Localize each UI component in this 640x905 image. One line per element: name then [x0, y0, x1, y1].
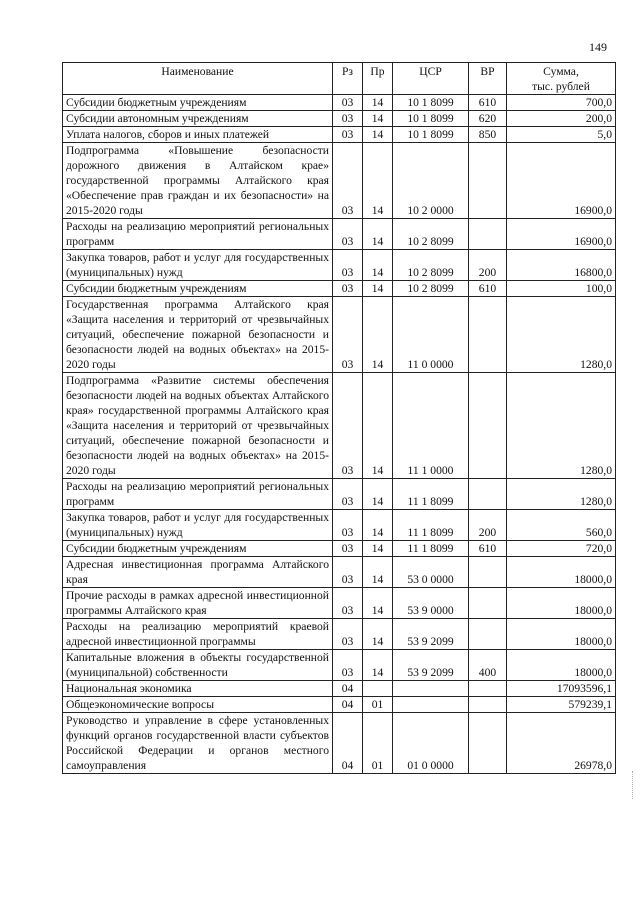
cell-name: Прочие расходы в рамках адресной инвестиционной программы Алтайского края [63, 588, 333, 619]
cell-pr: 14 [363, 111, 393, 127]
cell-rz: 03 [333, 650, 363, 681]
cell-name: Общеэкономические вопросы [63, 697, 333, 713]
cell-sum: 560,0 [507, 510, 616, 541]
cell-sum: 100,0 [507, 281, 616, 297]
cell-vr [469, 479, 507, 510]
cell-name: Закупка товаров, работ и услуг для государственных (муниципальных) нужд [63, 510, 333, 541]
cell-sum: 18000,0 [507, 588, 616, 619]
header-vr: ВР [469, 63, 507, 95]
cell-csr: 10 2 0000 [393, 143, 469, 219]
cell-name: Капитальные вложения в объекты государственной (муниципальной) собственности [63, 650, 333, 681]
cell-csr [393, 697, 469, 713]
cell-csr [393, 681, 469, 697]
cell-csr: 01 0 0000 [393, 713, 469, 774]
cell-csr: 11 1 8099 [393, 541, 469, 557]
table-header-row [63, 63, 616, 95]
cell-vr [469, 588, 507, 619]
cell-vr: 850 [469, 127, 507, 143]
cell-rz: 03 [333, 281, 363, 297]
cell-sum: 17093596,1 [507, 681, 616, 697]
cell-sum: 18000,0 [507, 619, 616, 650]
table-row [63, 557, 616, 588]
budget-table [62, 62, 616, 774]
cell-vr: 610 [469, 95, 507, 111]
cell-csr: 53 0 0000 [393, 557, 469, 588]
cell-rz: 03 [333, 219, 363, 250]
table-row [63, 541, 616, 557]
cell-vr: 400 [469, 650, 507, 681]
cell-name: Адресная инвестиционная программа Алтайского края [63, 557, 333, 588]
cell-rz: 03 [333, 373, 363, 479]
cell-csr: 11 1 8099 [393, 479, 469, 510]
scan-artifact [632, 771, 635, 799]
cell-name: Подпрограмма «Повышение безопасности дорожного движения в Алтайском крае» государственной программы Алтайского края «Обеспечение прав граждан и их безопасности» на 2015-2020 годы [63, 143, 333, 219]
table-row [63, 619, 616, 650]
cell-pr: 14 [363, 281, 393, 297]
cell-name: Расходы на реализацию мероприятий краевой адресной инвестиционной программы [63, 619, 333, 650]
cell-name: Субсидии бюджетным учреждениям [63, 281, 333, 297]
cell-sum: 18000,0 [507, 650, 616, 681]
cell-vr [469, 619, 507, 650]
header-pr: Пр [363, 63, 393, 95]
table-row [63, 281, 616, 297]
page-number: 149 [589, 40, 607, 54]
cell-name: Расходы на реализацию мероприятий региональных программ [63, 479, 333, 510]
cell-rz: 03 [333, 297, 363, 373]
cell-sum: 16900,0 [507, 219, 616, 250]
cell-pr: 14 [363, 219, 393, 250]
cell-sum: 700,0 [507, 95, 616, 111]
cell-pr: 14 [363, 557, 393, 588]
cell-csr: 10 2 8099 [393, 219, 469, 250]
cell-csr: 10 2 8099 [393, 281, 469, 297]
cell-rz: 04 [333, 697, 363, 713]
cell-name: Субсидии бюджетным учреждениям [63, 541, 333, 557]
cell-sum: 1280,0 [507, 479, 616, 510]
cell-pr: 14 [363, 297, 393, 373]
cell-rz: 04 [333, 681, 363, 697]
cell-vr: 610 [469, 541, 507, 557]
cell-pr: 14 [363, 373, 393, 479]
cell-pr: 14 [363, 250, 393, 281]
cell-name: Расходы на реализацию мероприятий региональных программ [63, 219, 333, 250]
cell-sum: 579239,1 [507, 697, 616, 713]
cell-csr: 10 1 8099 [393, 111, 469, 127]
cell-csr: 10 2 8099 [393, 250, 469, 281]
cell-csr: 53 9 0000 [393, 588, 469, 619]
table-row [63, 697, 616, 713]
cell-vr [469, 373, 507, 479]
cell-pr: 01 [363, 713, 393, 774]
cell-name: Государственная программа Алтайского края «Защита населения и территорий от чрезвычайных ситуаций, обеспечение пожарной безопасности и безопасности людей на водных объектах» на 2015-2020 годы [63, 297, 333, 373]
cell-rz: 03 [333, 127, 363, 143]
cell-vr [469, 697, 507, 713]
cell-vr [469, 557, 507, 588]
cell-name: Национальная экономика [63, 681, 333, 697]
cell-pr: 14 [363, 541, 393, 557]
header-sum-line2: тыс. рублей [532, 80, 590, 93]
table-row [63, 681, 616, 697]
table-row [63, 588, 616, 619]
table-row [63, 250, 616, 281]
cell-name: Субсидии автономным учреждениям [63, 111, 333, 127]
cell-vr [469, 143, 507, 219]
cell-sum: 1280,0 [507, 373, 616, 479]
cell-rz: 03 [333, 250, 363, 281]
cell-name: Руководство и управление в сфере установленных функций органов государственной власти субъектов Российской Федерации и органов местного самоуправления [63, 713, 333, 774]
cell-rz: 03 [333, 510, 363, 541]
cell-sum: 16800,0 [507, 250, 616, 281]
cell-vr: 200 [469, 250, 507, 281]
table-row [63, 650, 616, 681]
cell-vr [469, 219, 507, 250]
cell-rz: 03 [333, 619, 363, 650]
cell-pr: 14 [363, 143, 393, 219]
table-row [63, 219, 616, 250]
cell-csr: 11 0 0000 [393, 297, 469, 373]
cell-name: Уплата налогов, сборов и иных платежей [63, 127, 333, 143]
cell-csr: 11 1 8099 [393, 510, 469, 541]
header-sum-line1: Сумма, [543, 65, 579, 78]
cell-sum: 720,0 [507, 541, 616, 557]
cell-rz: 03 [333, 111, 363, 127]
cell-sum: 1280,0 [507, 297, 616, 373]
cell-pr: 14 [363, 127, 393, 143]
cell-csr: 11 1 0000 [393, 373, 469, 479]
cell-pr: 14 [363, 650, 393, 681]
table-row [63, 373, 616, 479]
header-sum [507, 63, 616, 95]
cell-name: Подпрограмма «Развитие системы обеспечения безопасности людей на водных объектах Алтайского края» государственной программы Алтайского края «Защита населения и территорий от чрезвычайных ситуаций, обеспечение пожарной безопасности и безопасности людей на водных объектах» на 2015-2020 годы [63, 373, 333, 479]
cell-name: Закупка товаров, работ и услуг для государственных (муниципальных) нужд [63, 250, 333, 281]
cell-sum: 16900,0 [507, 143, 616, 219]
cell-pr: 14 [363, 479, 393, 510]
header-rz: Рз [333, 63, 363, 95]
cell-sum: 200,0 [507, 111, 616, 127]
cell-rz: 03 [333, 541, 363, 557]
table-row [63, 111, 616, 127]
cell-pr: 14 [363, 95, 393, 111]
cell-rz: 04 [333, 713, 363, 774]
cell-csr: 10 1 8099 [393, 95, 469, 111]
cell-vr: 610 [469, 281, 507, 297]
cell-vr [469, 297, 507, 373]
cell-pr [363, 681, 393, 697]
cell-csr: 53 9 2099 [393, 650, 469, 681]
cell-csr: 53 9 2099 [393, 619, 469, 650]
cell-vr [469, 713, 507, 774]
header-name: Наименование [63, 63, 333, 95]
table-row [63, 510, 616, 541]
cell-pr: 01 [363, 697, 393, 713]
cell-sum: 26978,0 [507, 713, 616, 774]
cell-rz: 03 [333, 557, 363, 588]
table-row [63, 713, 616, 774]
cell-pr: 14 [363, 510, 393, 541]
table-row [63, 143, 616, 219]
header-csr: ЦСР [393, 63, 469, 95]
cell-sum: 18000,0 [507, 557, 616, 588]
cell-rz: 03 [333, 479, 363, 510]
table-row [63, 479, 616, 510]
table-row [63, 95, 616, 111]
cell-name: Субсидии бюджетным учреждениям [63, 95, 333, 111]
cell-csr: 10 1 8099 [393, 127, 469, 143]
table-row [63, 297, 616, 373]
cell-vr [469, 681, 507, 697]
cell-rz: 03 [333, 95, 363, 111]
cell-pr: 14 [363, 619, 393, 650]
cell-pr: 14 [363, 588, 393, 619]
cell-rz: 03 [333, 143, 363, 219]
cell-vr: 200 [469, 510, 507, 541]
table-row [63, 127, 616, 143]
cell-vr: 620 [469, 111, 507, 127]
cell-rz: 03 [333, 588, 363, 619]
cell-sum: 5,0 [507, 127, 616, 143]
